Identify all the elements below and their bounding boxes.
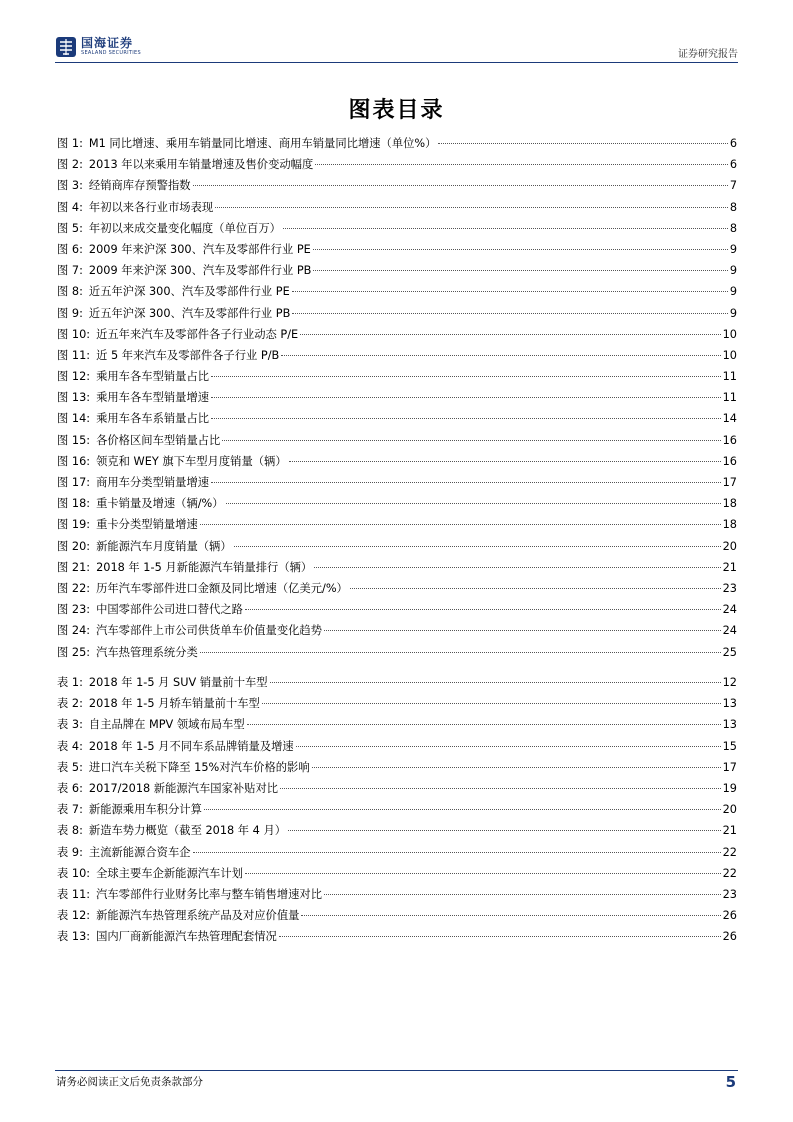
entry-title: 领克和 WEY 旗下车型月度销量（辆） <box>96 454 287 468</box>
dot-leader <box>204 809 721 810</box>
figure-toc-entry[interactable] <box>57 493 737 514</box>
sealand-logo-icon <box>55 36 77 58</box>
figure-toc-entry[interactable] <box>57 197 737 218</box>
figure-toc-entry[interactable] <box>57 175 737 196</box>
figure-toc-entry[interactable] <box>57 345 737 366</box>
dot-leader <box>296 746 721 747</box>
entry-label: 表 6: <box>57 781 83 795</box>
entry-label: 表 13: <box>57 930 91 944</box>
entry-title: 经销商库存预警指数 <box>88 179 191 193</box>
figure-toc-entry[interactable] <box>57 154 737 175</box>
figure-toc-entry[interactable] <box>57 536 737 557</box>
table-list <box>57 672 737 947</box>
entry-page: 22 <box>722 845 737 859</box>
dot-leader <box>280 788 721 789</box>
dot-leader <box>292 291 728 292</box>
entry-label: 图 19: <box>57 518 91 532</box>
table-toc-entry[interactable] <box>57 884 737 905</box>
dot-leader <box>300 334 720 335</box>
entry-title: 进口汽车关税下降至 15%对汽车价格的影响 <box>88 760 310 774</box>
entry-label: 图 6: <box>57 242 83 256</box>
entry-page: 14 <box>722 412 737 426</box>
dot-leader <box>288 830 721 831</box>
disclaimer-note: 请务必阅读正文后免责条款部分 <box>56 1076 203 1088</box>
entry-title: 历年汽车零部件进口金额及同比增速（亿美元/%） <box>96 581 348 595</box>
page-number: 5 <box>725 1073 736 1091</box>
logo-english-name: SEALAND SECURITIES <box>81 50 141 56</box>
entry-title: 国内厂商新能源汽车热管理配套情况 <box>96 930 277 944</box>
entry-title: 近五年来汽车及零部件各子行业动态 P/E <box>96 327 299 341</box>
company-logo <box>55 36 141 58</box>
entry-title: 近五年沪深 300、汽车及零部件行业 PE <box>88 285 290 299</box>
entry-page: 12 <box>722 676 737 689</box>
dot-leader <box>313 270 727 271</box>
entry-label: 图 23: <box>57 603 91 617</box>
entry-title: 2018 年 1-5 月轿车销量前十车型 <box>88 697 260 711</box>
entry-title: 重卡分类型销量增速 <box>96 518 198 532</box>
dot-leader <box>211 397 721 398</box>
figure-list <box>57 133 737 663</box>
dot-leader <box>313 249 728 250</box>
entry-page: 15 <box>722 739 737 753</box>
header-divider <box>55 62 738 63</box>
entry-label: 表 12: <box>57 909 91 923</box>
figure-toc-entry[interactable] <box>57 260 737 281</box>
footer-divider <box>55 1070 738 1071</box>
figure-toc-entry[interactable] <box>57 218 737 239</box>
entry-page: 8 <box>729 200 737 214</box>
figure-toc-entry[interactable] <box>57 408 737 429</box>
entry-page: 23 <box>722 581 737 595</box>
entry-title: 汽车零部件上市公司供货单车价值量变化趋势 <box>96 624 323 638</box>
entry-page: 26 <box>722 930 737 944</box>
dot-leader <box>324 894 721 895</box>
entry-page: 9 <box>729 242 737 256</box>
entry-label: 表 9: <box>57 845 83 859</box>
entry-page: 24 <box>722 624 737 638</box>
entry-title: 新能源汽车月度销量（辆） <box>96 539 232 553</box>
entry-page: 21 <box>722 824 737 838</box>
entry-page: 13 <box>722 697 737 711</box>
entry-label: 表 1: <box>57 676 83 689</box>
dot-leader <box>200 524 721 525</box>
table-toc-entry[interactable] <box>57 905 737 926</box>
entry-label: 图 8: <box>57 285 83 299</box>
entry-title: 近 5 年来汽车及零部件各子行业 P/B <box>96 348 280 362</box>
figure-toc-entry[interactable] <box>57 599 737 620</box>
figure-toc-entry[interactable] <box>57 514 737 535</box>
entry-title: 新能源乘用车积分计算 <box>88 803 202 817</box>
table-toc-entry[interactable] <box>57 926 737 947</box>
dot-leader <box>289 461 721 462</box>
dot-leader <box>270 682 721 683</box>
dot-leader <box>193 852 721 853</box>
entry-title: 2018 年 1-5 月不同车系品牌销量及增速 <box>88 739 294 753</box>
report-type-label: 证券研究报告 <box>678 49 738 60</box>
entry-label: 图 14: <box>57 412 91 426</box>
entry-title: 年初以来各行业市场表现 <box>88 200 214 214</box>
entry-title: 2009 年来沪深 300、汽车及零部件行业 PE <box>88 242 311 256</box>
entry-page: 20 <box>722 539 737 553</box>
entry-title: 乘用车各车型销量占比 <box>96 370 210 384</box>
entry-title: 全球主要车企新能源汽车计划 <box>96 866 243 880</box>
dot-leader <box>215 207 728 208</box>
entry-label: 图 11: <box>57 348 91 362</box>
dot-leader <box>301 915 720 916</box>
entry-page: 7 <box>729 179 737 193</box>
entry-label: 图 22: <box>57 581 91 595</box>
dot-leader <box>222 440 720 441</box>
entry-label: 表 7: <box>57 803 83 817</box>
entry-page: 9 <box>729 306 737 320</box>
logo-chinese-name: 国海证券 <box>81 36 134 50</box>
page-title: 图表目录 <box>348 98 445 123</box>
figure-toc-entry[interactable] <box>57 451 737 472</box>
page-header <box>55 36 738 64</box>
entry-page: 19 <box>722 781 737 795</box>
entry-title: 2018 年 1-5 月 SUV 销量前十车型 <box>88 676 268 689</box>
entry-title: 重卡销量及增速（辆/%） <box>96 497 224 511</box>
dot-leader <box>262 703 721 704</box>
entry-title: 主流新能源合资车企 <box>88 845 191 859</box>
entry-label: 图 7: <box>57 264 83 278</box>
entry-label: 图 15: <box>57 433 91 447</box>
entry-page: 6 <box>729 158 737 172</box>
entry-label: 图 16: <box>57 454 91 468</box>
dot-leader <box>211 376 721 377</box>
entry-page: 25 <box>722 645 737 659</box>
table-toc-entry[interactable] <box>57 842 737 863</box>
entry-label: 图 5: <box>57 221 83 235</box>
table-toc-entry[interactable] <box>57 757 737 778</box>
entry-label: 图 17: <box>57 476 91 489</box>
entry-label: 表 5: <box>57 760 83 774</box>
entry-page: 18 <box>722 497 737 511</box>
dot-leader <box>247 724 721 725</box>
entry-page: 6 <box>729 137 737 150</box>
entry-title: 2018 年 1-5 月新能源汽车销量排行（辆） <box>96 560 313 574</box>
entry-title: 中国零部件公司进口替代之路 <box>96 603 243 617</box>
entry-label: 表 8: <box>57 824 83 838</box>
entry-label: 图 3: <box>57 179 83 193</box>
entry-label: 图 21: <box>57 560 91 574</box>
dot-leader <box>193 185 728 186</box>
entry-label: 表 2: <box>57 697 83 711</box>
figure-toc-entry[interactable] <box>57 281 737 302</box>
entry-title: 汽车热管理系统分类 <box>96 645 198 659</box>
entry-page: 21 <box>722 560 737 574</box>
entry-page: 8 <box>729 221 737 235</box>
entry-title: 近五年沪深 300、汽车及零部件行业 PB <box>88 306 291 320</box>
dot-leader <box>314 567 720 568</box>
figure-toc-entry[interactable] <box>57 133 737 154</box>
entry-page: 17 <box>722 760 737 774</box>
entry-page: 9 <box>729 285 737 299</box>
table-toc-entry[interactable] <box>57 693 737 714</box>
entry-page: 17 <box>722 476 737 489</box>
entry-title: 2013 年以来乘用车销量增速及售价变动幅度 <box>88 158 314 172</box>
table-toc-entry[interactable] <box>57 714 737 735</box>
figure-toc-entry[interactable] <box>57 387 737 408</box>
entry-title: M1 同比增速、乘用车销量同比增速、商用车销量同比增速（单位%） <box>88 137 437 150</box>
entry-label: 表 11: <box>57 887 91 901</box>
entry-label: 图 4: <box>57 200 83 214</box>
dot-leader <box>438 143 727 144</box>
entry-title: 乘用车各车型销量增速 <box>96 391 210 405</box>
dot-leader <box>279 936 721 937</box>
figure-toc-entry[interactable] <box>57 557 737 578</box>
entry-title: 2017/2018 新能源汽车国家补贴对比 <box>88 781 279 795</box>
table-toc-entry[interactable] <box>57 863 737 884</box>
dot-leader <box>312 767 721 768</box>
entry-page: 11 <box>722 391 737 405</box>
figure-toc-entry[interactable] <box>57 430 737 451</box>
entry-page: 9 <box>729 264 737 278</box>
figure-toc-entry[interactable] <box>57 239 737 260</box>
dot-leader <box>200 652 721 653</box>
dot-leader <box>245 609 721 610</box>
dot-leader <box>292 313 727 314</box>
figure-toc-entry[interactable] <box>57 620 737 641</box>
entry-page: 10 <box>722 348 737 362</box>
entry-title: 新造车势力概览（截至 2018 年 4 月） <box>88 824 287 838</box>
figure-toc-entry[interactable] <box>57 366 737 387</box>
entry-page: 23 <box>722 887 737 901</box>
dot-leader <box>226 503 721 504</box>
table-toc-entry[interactable] <box>57 736 737 757</box>
entry-page: 20 <box>722 803 737 817</box>
entry-page: 16 <box>722 433 737 447</box>
figure-toc-entry[interactable] <box>57 642 737 663</box>
figure-toc-entry[interactable] <box>57 303 737 324</box>
dot-leader <box>324 630 721 631</box>
table-toc-entry[interactable] <box>57 799 737 820</box>
figure-toc-entry[interactable] <box>57 472 737 493</box>
entry-label: 图 18: <box>57 497 91 511</box>
entry-page: 11 <box>722 370 737 384</box>
dot-leader <box>245 873 721 874</box>
entry-title: 商用车分类型销量增速 <box>96 476 210 489</box>
entry-label: 图 9: <box>57 306 83 320</box>
figure-toc-entry[interactable] <box>57 324 737 345</box>
dot-leader <box>283 228 728 229</box>
dot-leader <box>234 546 721 547</box>
entry-page: 24 <box>722 603 737 617</box>
entry-label: 表 10: <box>57 866 91 880</box>
dot-leader <box>281 355 720 356</box>
entry-title: 自主品牌在 MPV 领域布局车型 <box>88 718 245 732</box>
entry-page: 18 <box>722 518 737 532</box>
entry-label: 图 2: <box>57 158 83 172</box>
entry-page: 26 <box>722 909 737 923</box>
entry-label: 图 24: <box>57 624 91 638</box>
entry-page: 22 <box>722 866 737 880</box>
entry-label: 图 13: <box>57 391 91 405</box>
entry-label: 表 4: <box>57 739 83 753</box>
table-toc-entry[interactable] <box>57 778 737 799</box>
entry-title: 年初以来成交量变化幅度（单位百万） <box>88 221 281 235</box>
entry-label: 图 1: <box>57 137 83 150</box>
entry-title: 乘用车各车系销量占比 <box>96 412 210 426</box>
entry-page: 16 <box>722 454 737 468</box>
dot-leader <box>315 164 728 165</box>
entry-label: 图 10: <box>57 327 91 341</box>
entry-page: 13 <box>722 718 737 732</box>
table-toc-entry[interactable] <box>57 672 737 693</box>
dot-leader <box>211 418 721 419</box>
entry-label: 图 12: <box>57 370 91 384</box>
entry-title: 汽车零部件行业财务比率与整车销售增速对比 <box>96 887 323 901</box>
entry-label: 表 3: <box>57 718 83 732</box>
entry-page: 10 <box>722 327 737 341</box>
entry-title: 2009 年来沪深 300、汽车及零部件行业 PB <box>88 264 312 278</box>
entry-label: 图 25: <box>57 645 91 659</box>
dot-leader <box>211 482 721 483</box>
table-toc-entry[interactable] <box>57 820 737 841</box>
entry-title: 各价格区间车型销量占比 <box>96 433 221 447</box>
figure-toc-entry[interactable] <box>57 578 737 599</box>
dot-leader <box>350 588 721 589</box>
entry-title: 新能源汽车热管理系统产品及对应价值量 <box>96 909 300 923</box>
entry-label: 图 20: <box>57 539 91 553</box>
